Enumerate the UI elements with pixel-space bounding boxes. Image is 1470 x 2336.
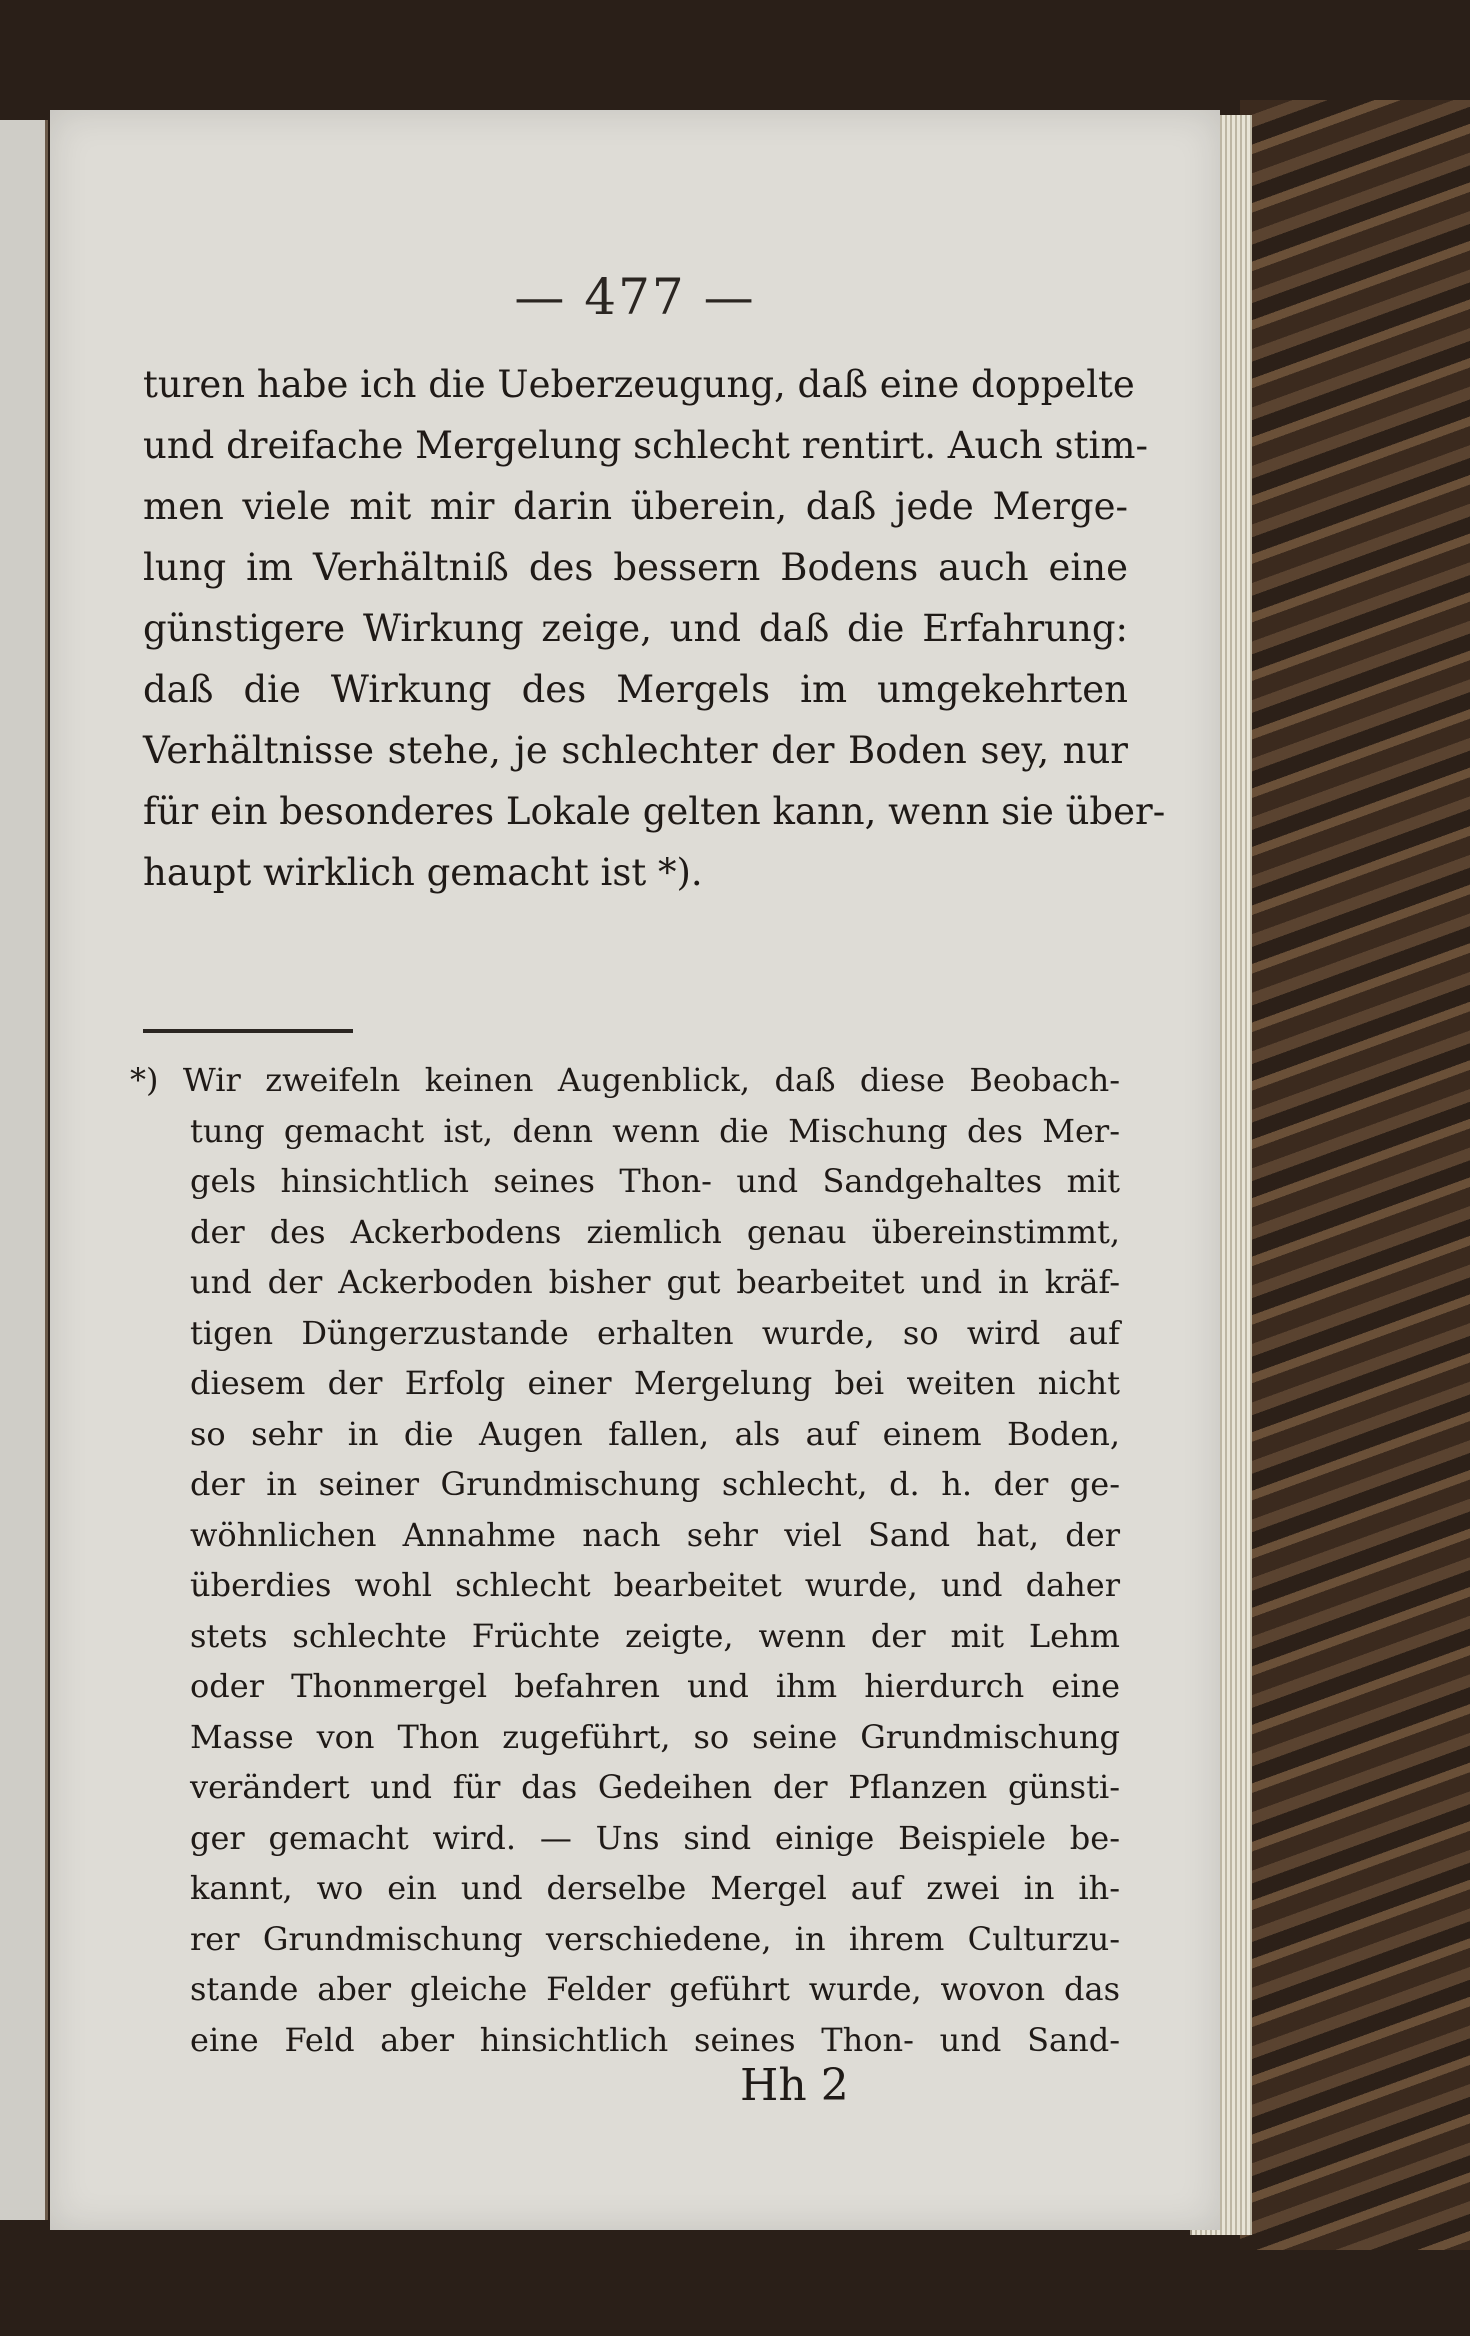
- text-line: günstigere Wirkung zeige, und daß die Erfahrung:: [143, 607, 1128, 650]
- footnote-line: wöhnlichen Annahme nach sehr viel Sand hat, der: [190, 1515, 1120, 1554]
- text-line: daß die Wirkung des Mergels im umgekehrten: [143, 668, 1128, 711]
- left-page-edge: [0, 120, 48, 2220]
- text-line: lung im Verhältniß des bessern Bodens auch eine: [143, 546, 1128, 589]
- footnote-line: tigen Düngerzustande erhalten wurde, so wird auf: [190, 1313, 1120, 1352]
- footnote-divider: [143, 1029, 353, 1033]
- footnote-line: eine Feld aber hinsichtlich seines Thon- und Sand-: [190, 2020, 1120, 2059]
- footnote-line: der des Ackerbodens ziemlich genau übereinstimmt,: [190, 1212, 1120, 1251]
- footnote-line: so sehr in die Augen fallen, als auf einem Boden,: [190, 1414, 1120, 1453]
- footnote-line: rer Grundmischung verschiedene, in ihrem Culturzu-: [190, 1919, 1120, 1958]
- footnote-line: *) Wir zweifeln keinen Augenblick, daß diese Beobach-: [130, 1061, 1120, 1099]
- footnote-line: der in seiner Grundmischung schlecht, d. h. der ge-: [190, 1465, 1120, 1503]
- footnote-line: tung gemacht ist, denn wenn die Mischung des Mer-: [190, 1111, 1120, 1150]
- footnote-line: und der Ackerboden bisher gut bearbeitet und in kräf-: [190, 1263, 1120, 1301]
- text-line: Verhältnisse stehe, je schlechter der Boden sey, nur: [143, 729, 1128, 772]
- footnote-line: verändert und für das Gedeihen der Pflanzen günsti-: [190, 1768, 1120, 1806]
- footnote-line: kannt, wo ein und derselbe Mergel auf zwei in ih-: [190, 1869, 1120, 1907]
- footnote: [130, 1055, 1120, 2065]
- signature-mark: Hh 2: [740, 2060, 849, 2111]
- footnote-line: Masse von Thon zugeführt, so seine Grundmischung: [190, 1717, 1120, 1756]
- text-line: für ein besonderes Lokale gelten kann, wenn sie über-: [143, 790, 1166, 833]
- footnote-line: stets schlechte Früchte zeigte, wenn der mit Lehm: [190, 1616, 1120, 1655]
- text-line: men viele mit mir darin überein, daß jede Merge-: [143, 485, 1128, 528]
- book-page: [50, 110, 1220, 2230]
- text-line: turen habe ich die Ueberzeugung, daß eine doppelte: [143, 363, 1135, 406]
- text-line: haupt wirklich gemacht ist *).: [143, 851, 703, 894]
- book-cover-leather: [1240, 100, 1470, 2250]
- footnote-line: ger gemacht wird. — Uns sind einige Beispiele be-: [190, 1818, 1120, 1857]
- text-line: und dreifache Mergelung schlecht rentirt. Auch stim-: [143, 424, 1148, 467]
- footnote-line: gels hinsichtlich seines Thon- und Sandgehaltes mit: [190, 1162, 1120, 1200]
- footnote-line: oder Thonmergel befahren und ihm hierdurch eine: [190, 1667, 1120, 1705]
- footnote-line: stande aber gleiche Felder geführt wurde, wovon das: [190, 1970, 1120, 2008]
- footnote-line: diesem der Erfolg einer Mergelung bei weiten nicht: [190, 1364, 1120, 1402]
- page-number: — 477 —: [514, 268, 756, 326]
- main-text: [143, 354, 1166, 903]
- footnote-line: überdies wohl schlecht bearbeitet wurde, und daher: [190, 1566, 1120, 1604]
